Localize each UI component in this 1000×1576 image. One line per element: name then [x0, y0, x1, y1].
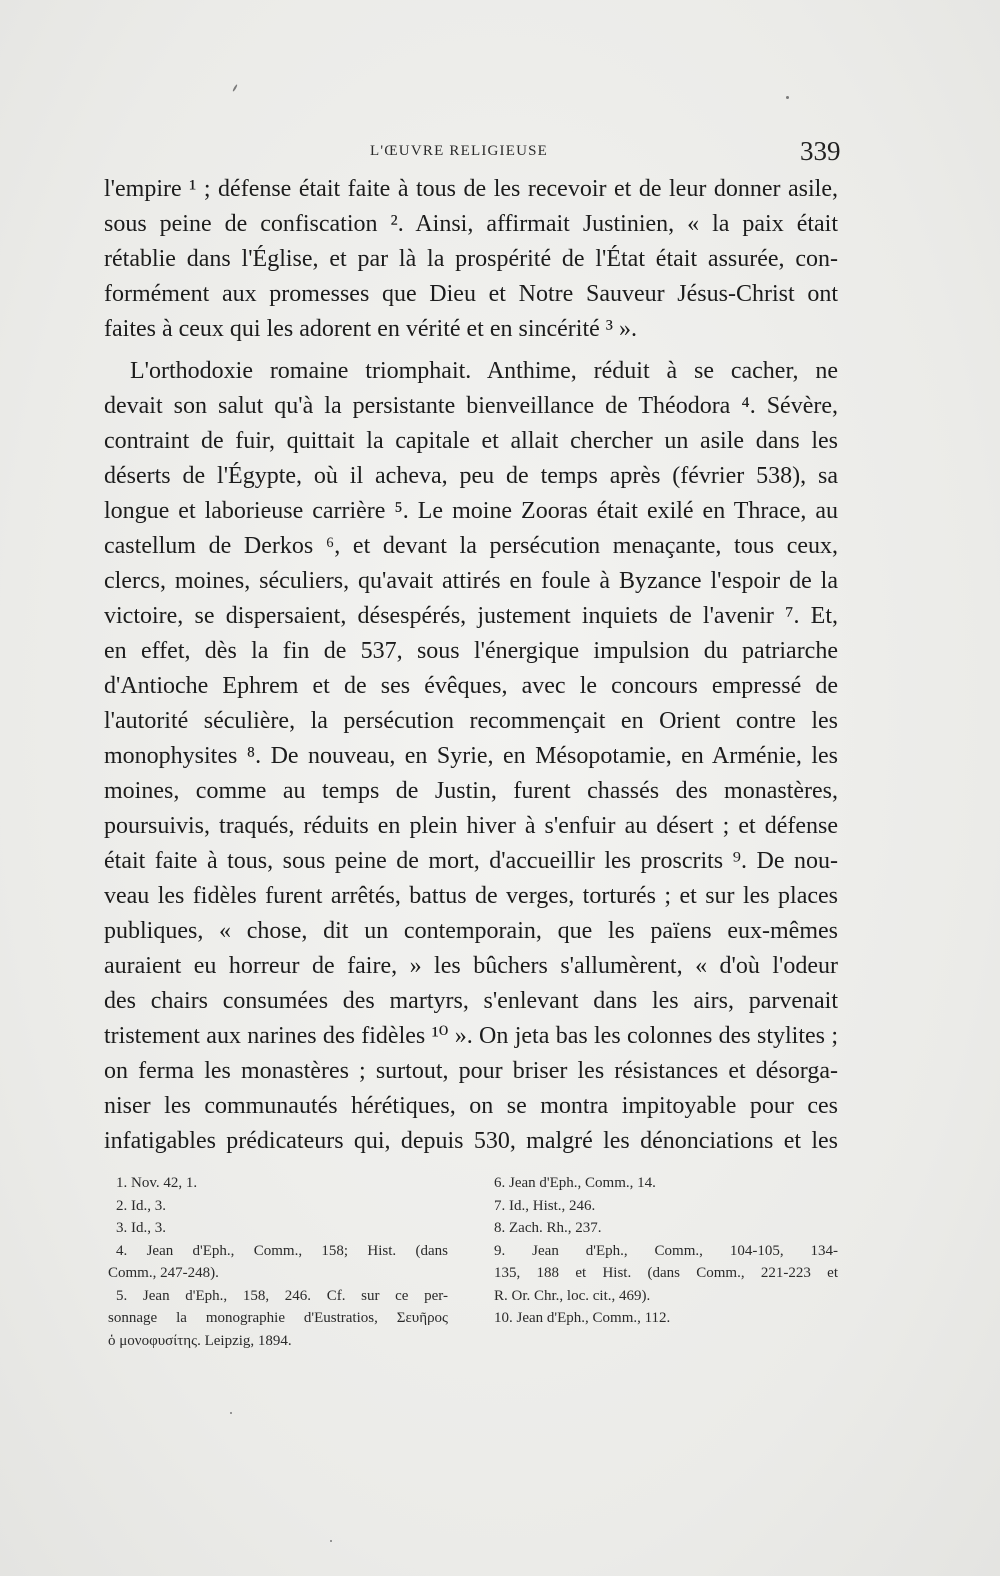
text-line: d'Antioche Ephrem et de ses évêques, avec le concours empressé de — [104, 673, 838, 699]
text-line: rétablie dans l'Église, et par là la prospérité de l'État était assurée, con- — [104, 246, 838, 272]
text-line: moines, comme au temps de Justin, furent chassés des monastères, — [104, 778, 838, 804]
footnote: 7. Id., Hist., 246. — [494, 1197, 596, 1214]
footnote: 2. Id., 3. — [116, 1197, 166, 1214]
paper-speck — [330, 1540, 332, 1542]
text-line: des chairs consumées des martyrs, s'enlevant dans les airs, parvenait — [104, 988, 838, 1014]
text-line: auraient eu horreur de faire, » les bûchers s'allumèrent, « d'où l'odeur — [104, 953, 838, 979]
footnote: 9. Jean d'Eph., Comm., 104-105, 134- — [494, 1242, 838, 1259]
footnote: 3. Id., 3. — [116, 1220, 166, 1236]
footnote: 10. Jean d'Eph., Comm., 112. — [494, 1310, 671, 1326]
text-line: L'orthodoxie romaine triomphait. Anthime, réduit à se cacher, ne — [130, 358, 838, 384]
text-line: on ferma les monastères ; surtout, pour briser les résistances et désorga- — [104, 1058, 838, 1084]
footnote-continuation: ὁ μονοφυσίτης. Leipzig, 1894. — [108, 1332, 292, 1349]
footnote: 5. Jean d'Eph., 158, 246. Cf. sur ce per- — [116, 1287, 448, 1304]
text-line: sous peine de confiscation ². Ainsi, affirmait Justinien, « la paix était — [104, 211, 838, 237]
text-line: faites à ceux qui les adorent en vérité et en sincérité ³ ». — [104, 316, 637, 342]
paper-speck — [232, 84, 238, 92]
text-line: déserts de l'Égypte, où il acheva, peu de temps après (février 538), sa — [104, 463, 838, 489]
text-line: monophysites ⁸. De nouveau, en Syrie, en Mésopotamie, en Arménie, les — [104, 743, 838, 769]
text-line: victoire, se dispersaient, désespérés, justement inquiets de l'avenir ⁷. Et, — [104, 603, 838, 629]
footnote-continuation: R. Or. Chr., loc. cit., 469). — [494, 1287, 651, 1304]
footnotes-left-column — [108, 1172, 448, 1352]
running-title: L'ŒUVRE RELIGIEUSE — [370, 143, 549, 159]
footnotes-right-column — [494, 1172, 838, 1330]
text-line: poursuivis, traqués, réduits en plein hiver à s'enfuir au désert ; et défense — [104, 813, 838, 839]
footnote: 6. Jean d'Eph., Comm., 14. — [494, 1175, 656, 1191]
text-line: était faite à tous, sous peine de mort, d'accueillir les proscrits ⁹. De nou- — [104, 848, 838, 874]
footnote-continuation: Comm., 247-248). — [108, 1265, 219, 1281]
footnote-continuation: sonnage la monographie d'Eustratios, Σευῆρος — [108, 1310, 448, 1326]
text-line: en effet, dès la fin de 537, sous l'énergique impulsion du patriarche — [104, 638, 838, 664]
footnote: 1. Nov. 42, 1. — [116, 1175, 198, 1191]
text-line: tristement aux narines des fidèles ¹⁰ ». On jeta bas les colonnes des stylites ; — [104, 1023, 838, 1049]
text-line: longue et laborieuse carrière ⁵. Le moine Zooras était exilé en Thrace, au — [104, 498, 838, 524]
text-line: contraint de fuir, quittait la capitale et allait chercher un asile dans les — [104, 428, 838, 454]
page-number: 339 — [800, 136, 841, 166]
footnote: 8. Zach. Rh., 237. — [494, 1220, 602, 1236]
paper-speck — [230, 1412, 232, 1414]
text-line: infatigables prédicateurs qui, depuis 530, malgré les dénonciations et les — [104, 1128, 838, 1154]
footnote: 4. Jean d'Eph., Comm., 158; Hist. (dans — [116, 1242, 448, 1259]
footnote-continuation: 135, 188 et Hist. (dans Comm., 221-223 et — [494, 1265, 838, 1281]
paper-speck — [786, 96, 789, 99]
text-line: publiques, « chose, dit un contemporain, que les païens eux-mêmes — [104, 918, 838, 944]
text-line: clercs, moines, séculiers, qu'avait attirés en foule à Byzance l'espoir de la — [104, 568, 838, 594]
text-line: l'empire ¹ ; défense était faite à tous de les recevoir et de leur donner asile, — [104, 176, 838, 202]
text-line: l'autorité séculière, la persécution recommençait en Orient contre les — [104, 708, 838, 734]
text-line: niser les communautés hérétiques, on se montra impitoyable pour ces — [104, 1093, 838, 1119]
text-line: castellum de Derkos ⁶, et devant la persécution menaçante, tous ceux, — [104, 533, 838, 559]
text-line: devait son salut qu'à la persistante bienveillance de Théodora ⁴. Sévère, — [104, 393, 838, 419]
text-line: veau les fidèles furent arrêtés, battus de verges, torturés ; et sur les places — [104, 883, 838, 909]
text-line: formément aux promesses que Dieu et Notre Sauveur Jésus-Christ ont — [104, 281, 838, 307]
